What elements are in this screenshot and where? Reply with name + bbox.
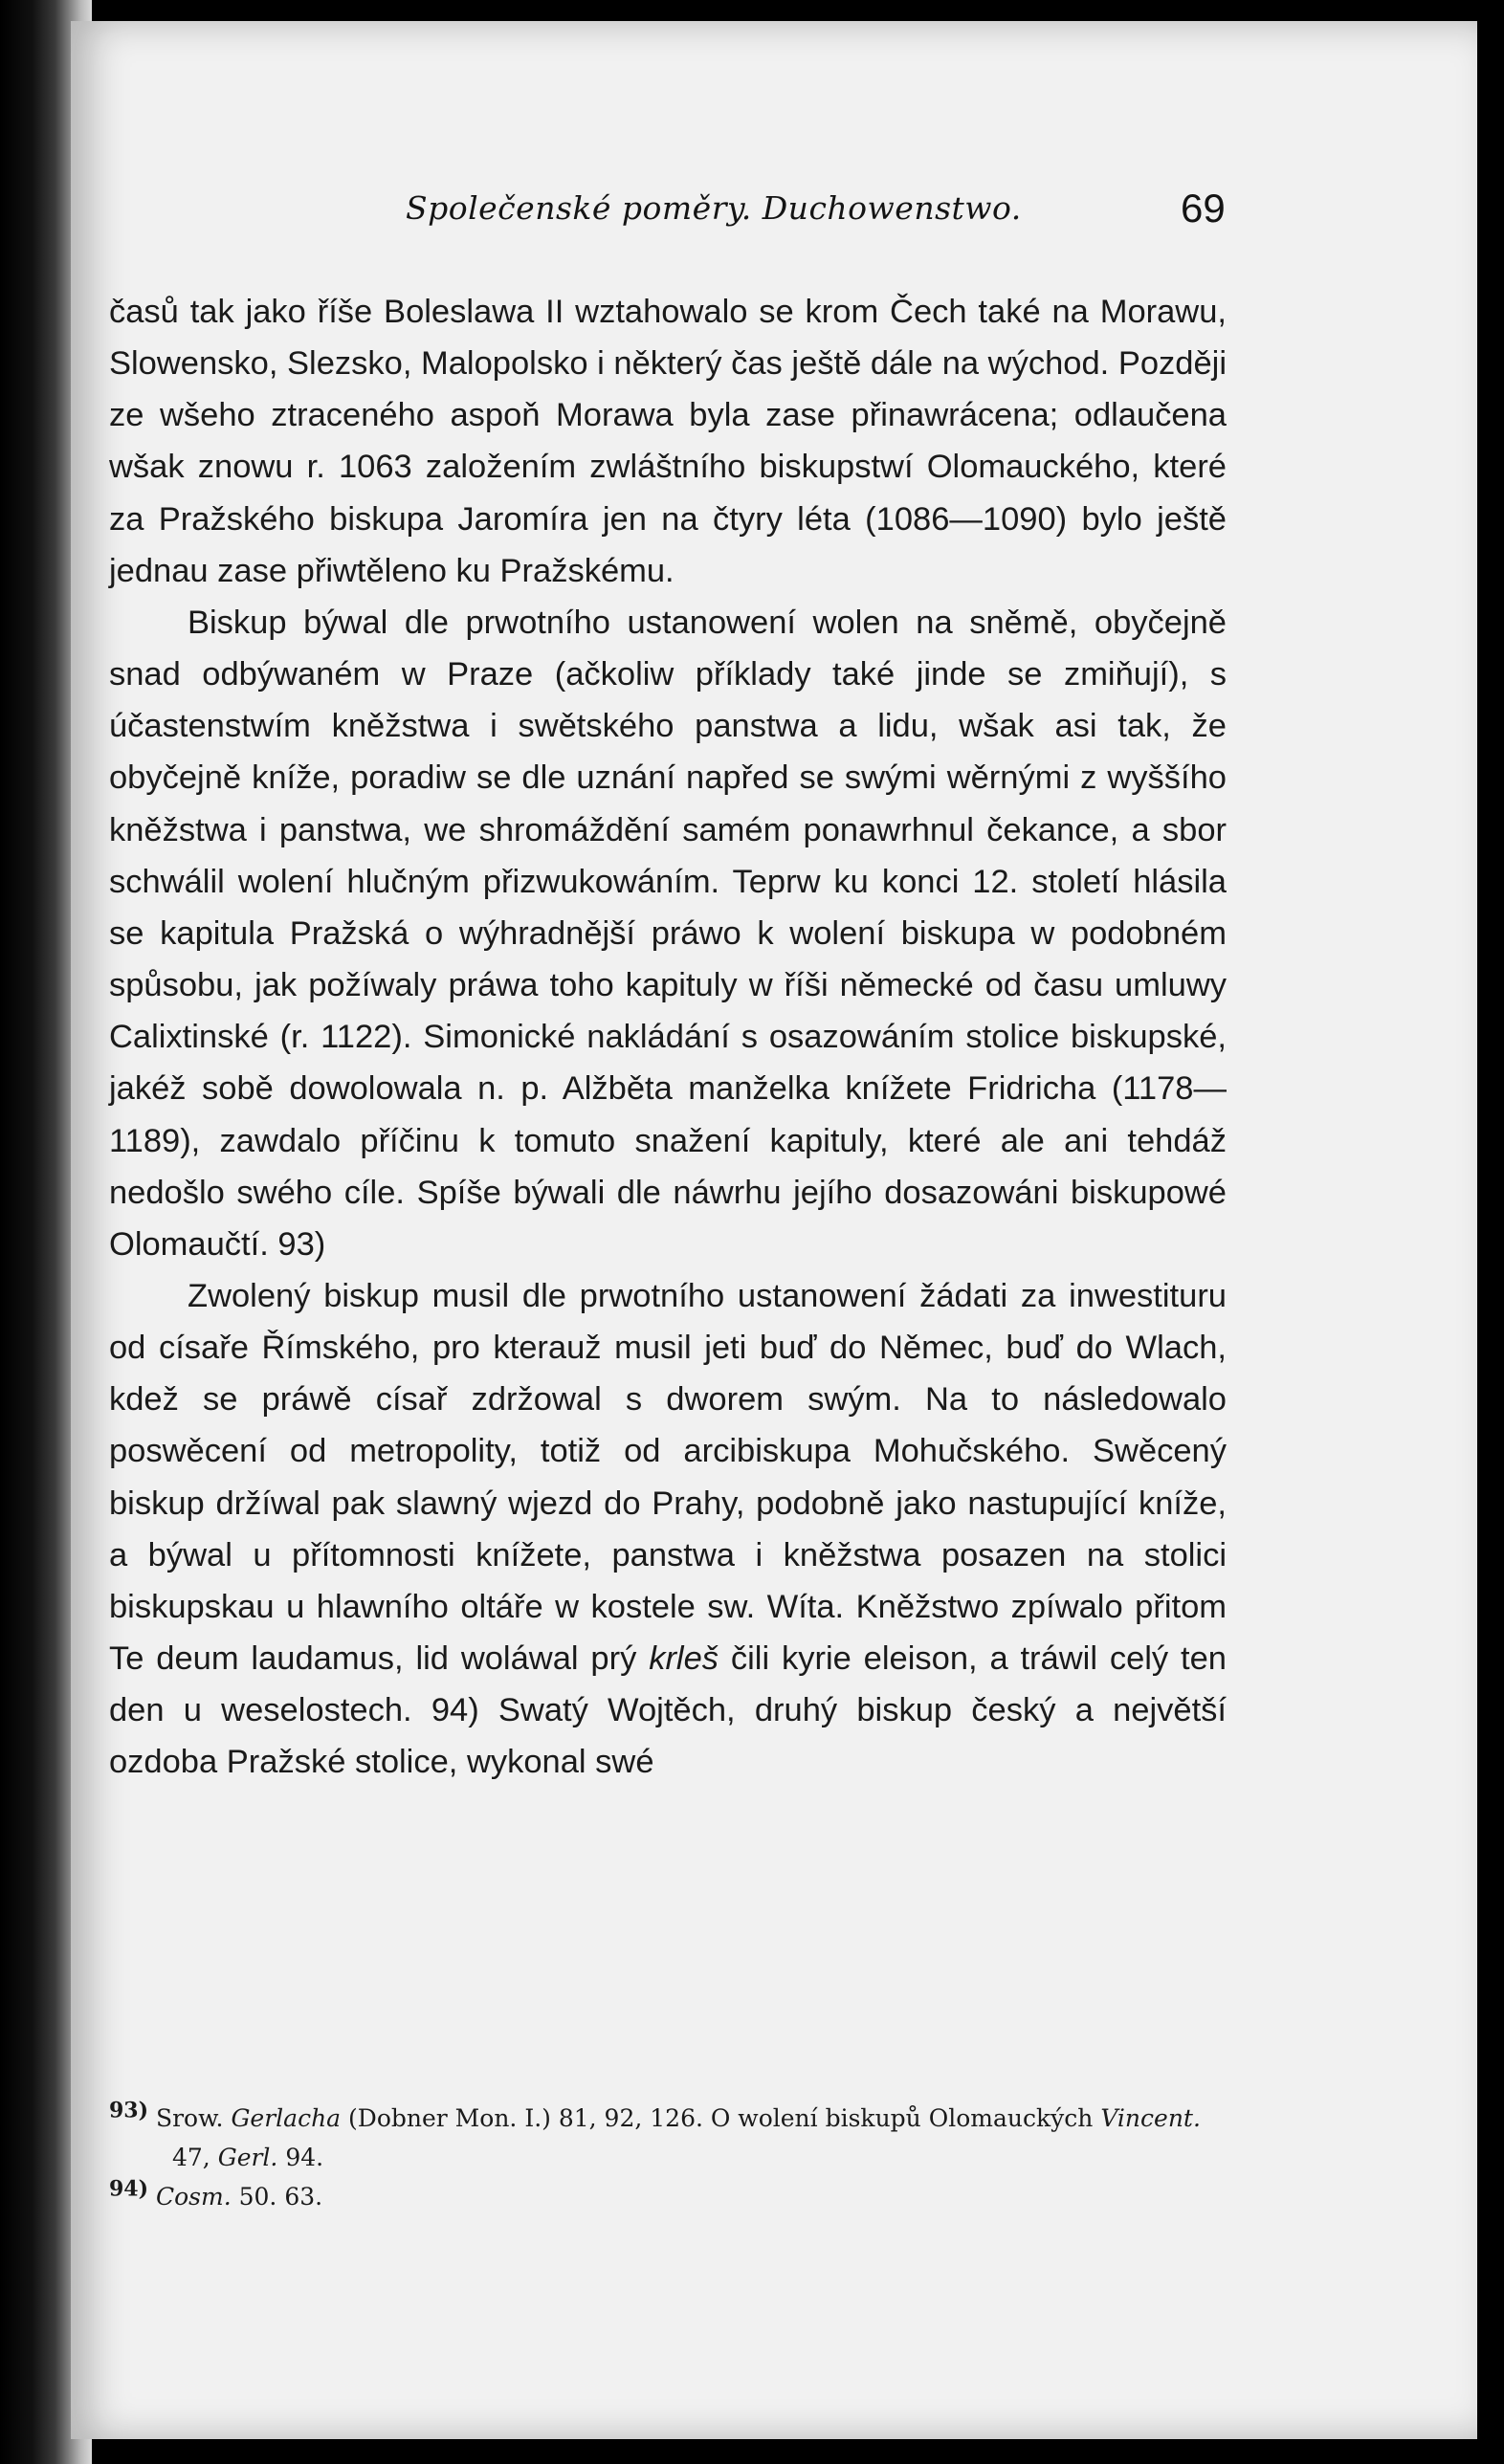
book-page [71,21,1477,2439]
footnote-93-text-b: (Dobner Mon. I.) 81, 92, 126. O wolení biskupů Olomauckých [348,2104,1094,2132]
footnote-94-mark: 94) [109,2176,149,2202]
paragraph-3-text-b: čili kyrie eleison, a tráwil celý ten den u weselostech. 94) Swatý Wojtěch, druhý biskup český a největší ozdoba Pražské stolice, wykonal swé [109,1640,1227,1781]
paragraph-2: Biskup býwal dle prwotního ustanowení wolen na sněmě, obyčejně snad odbýwaném w Praze (ačkoliw příklady také jinde se zmiňují), s účastenstwím kněžstwa i swětského panstwa a lidu, wšak asi tak, že obyčejně kníže, poradiw se dle uznání napřed se swými wěrnými z wyššího kněžstwa i panstwa, we shromáždění samém ponawrhnul čekance, a sbor schwálil wolení hlučným přizwukowáním. Teprw ku konci 12. století hlásila se kapitula Pražská o wýhradnější práwo k wolení biskupa w podobném spůsobu, jak požíwaly práwa toho kapituly w říši německé od času umluwy Calixtinské (r. 1122). Simonické nakládání s osazowáním stolice biskupské, jakéž sobě dowolowala n. p. Alžběta manželka knížete Fridricha (1178—1189), zawdalo příčinu k tomuto snažení kapituly, které ale ani tehdáž nedošlo swého cíle. Spíše býwali dle náwrhu jejího dosazowáni biskupowé Olomaučtí. 93) [109,604,1227,1263]
running-title: Společenské poměry. Duchowenstwo. [406,189,1022,227]
footnote-94-text-a: 50. 63. [238,2183,323,2211]
footnote-93-text-a: Srow. [155,2104,224,2132]
footnote-94 [109,2177,1228,2216]
footnote-94-italic-a: Cosm. [155,2183,232,2211]
footnotes [109,2099,1228,2216]
footnote-93 [109,2099,1228,2177]
footnote-93-italic-c: Gerl. [217,2144,278,2171]
paragraph-3 [109,1270,1227,1789]
page-number: 69 [1181,186,1226,231]
footnote-93-text-d: 94. [285,2144,324,2171]
footnote-93-text-c: 47, [172,2144,210,2171]
paragraph-3-italic-word: krleš [649,1640,719,1678]
footnote-93-italic-b: Vincent. [1100,2104,1201,2132]
footnote-93-italic-a: Gerlacha [231,2104,342,2132]
paragraph-3-text-a: Zwolený biskup musil dle prwotního ustanowení žádati za inwestituru od císaře Římského, pro kterauž musil jeti buď do Němec, buď do Wlach, kdež se práwě císař zdržowal s dworem swým. Na to následowalo poswěcení od metropolity, totiž od arcibiskupa Mohučského. Swěcený biskup držíwal pak slawný wjezd do Prahy, podobně jako nastupující kníže, a býwal u přítomnosti knížete, panstwa i kněžstwa posazen na stolici biskupskau u hlawního oltáře w kostele sw. Wíta. Kněžstwo zpíwalo přitom Te deum laudamus, lid woláwal prý [109,1277,1227,1678]
paragraph-1: časů tak jako říše Boleslawa II wztahowalo se krom Čech také na Morawu, Slowensko, Slezsko, Malopolsko i některý čas ještě dále na wýchod. Později ze wšeho ztraceného aspoň Morawa byla zase přinawrácena; odlaučena wšak znowu r. 1063 založením zwláštního biskupstwí Olomauckého, které za Pražského biskupa Jaromíra jen na čtyry léta (1086—1090) bylo ještě jednau zase přiwtěleno ku Pražskému. [109,294,1227,589]
main-text [109,286,1227,1789]
footnote-93-mark: 93) [109,2098,149,2123]
